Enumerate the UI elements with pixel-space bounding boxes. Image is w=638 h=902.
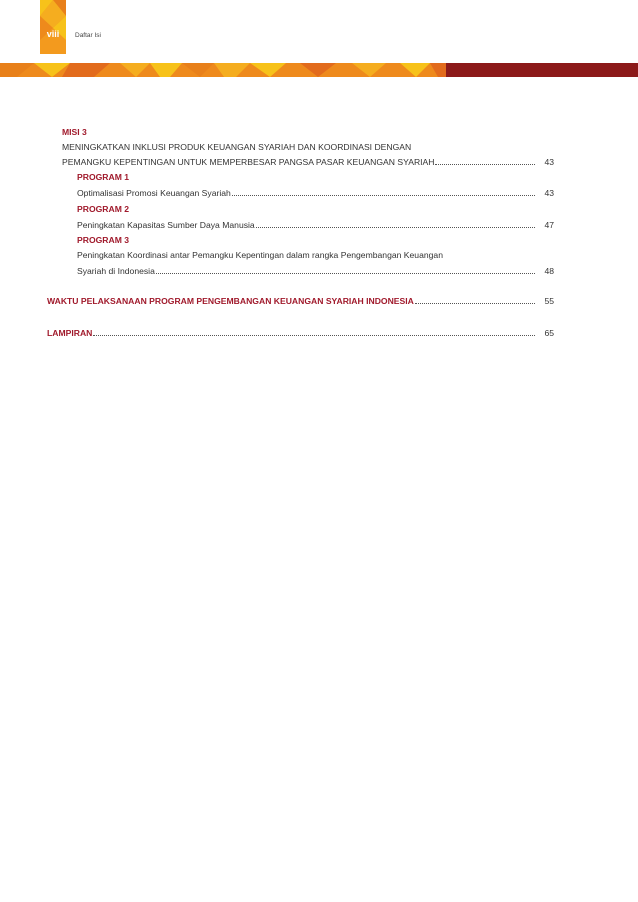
- program1-title: Optimalisasi Promosi Keuangan Syariah: [77, 188, 231, 198]
- toc-entry-program2[interactable]: [77, 219, 554, 231]
- dot-leader: [256, 227, 535, 228]
- lampiran-page: 65: [544, 328, 554, 338]
- section-title: Daftar Isi: [75, 32, 102, 39]
- program2-label: PROGRAM 2: [77, 204, 130, 214]
- misi3-page: 43: [544, 157, 554, 167]
- misi3-title-line1: MENINGKATKAN INKLUSI PRODUK KEUANGAN SYARIAH DAN KOORDINASI DENGAN: [62, 142, 412, 152]
- program2-title: Peningkatan Kapasitas Sumber Daya Manusia: [77, 220, 255, 230]
- program1-page: 43: [544, 188, 554, 198]
- toc-entry-waktu[interactable]: [47, 295, 554, 307]
- program3-title-line1: Peningkatan Koordinasi antar Pemangku Kepentingan dalam rangka Pengembangan Keuangan: [77, 250, 443, 260]
- program3-label: PROGRAM 3: [77, 235, 130, 245]
- waktu-title: WAKTU PELAKSANAAN PROGRAM PENGEMBANGAN KEUANGAN SYARIAH INDONESIA: [47, 296, 414, 306]
- dot-leader: [435, 164, 535, 165]
- toc-entry-program3[interactable]: [77, 265, 554, 277]
- toc-entry-lampiran[interactable]: [47, 327, 554, 339]
- program1-label: PROGRAM 1: [77, 172, 130, 182]
- lampiran-title: LAMPIRAN: [47, 328, 93, 338]
- waktu-page: 55: [544, 296, 554, 306]
- dot-leader: [156, 273, 535, 274]
- toc-entry-misi3[interactable]: [62, 156, 554, 168]
- misi3-label: MISI 3: [62, 127, 87, 137]
- page-number: viii: [46, 29, 60, 39]
- misi3-title-line2: PEMANGKU KEPENTINGAN UNTUK MEMPERBESAR PANGSA PASAR KEUANGAN SYARIAH: [62, 157, 435, 167]
- program3-title-line2: Syariah di Indonesia: [77, 266, 155, 276]
- program2-page: 47: [544, 220, 554, 230]
- dot-leader: [232, 195, 535, 196]
- program3-page: 48: [544, 266, 554, 276]
- dot-leader: [93, 335, 535, 336]
- toc-entry-program1[interactable]: [77, 187, 554, 199]
- dot-leader: [415, 303, 535, 304]
